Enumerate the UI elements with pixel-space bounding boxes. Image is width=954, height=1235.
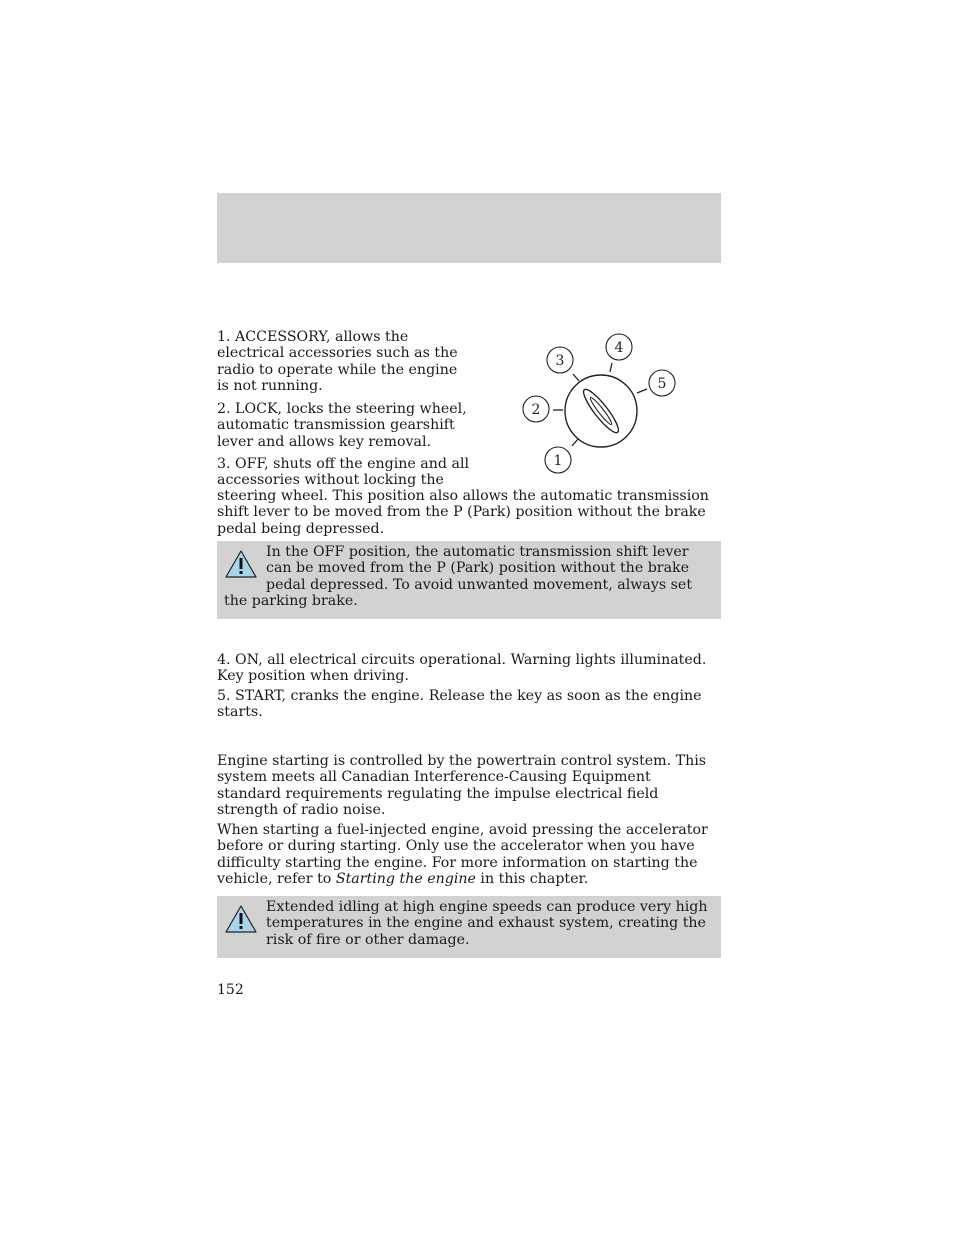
diagram-label-5: 5: [657, 376, 667, 392]
item-off-start: 3. OFF, shuts off the engine and all accessories without locking the: [217, 456, 470, 489]
body-para-2: [217, 822, 717, 887]
warning-box-off: [217, 541, 721, 619]
cross-reference-link: Starting the engine: [335, 870, 476, 887]
item-start: 5. START, cranks the engine. Release the key as soon as the engine starts.: [217, 688, 702, 721]
page-number: 152: [217, 982, 244, 998]
diagram-label-2: 2: [531, 402, 541, 418]
body-para-1: Engine starting is controlled by the powertrain control system. This system meets all Canadian Interference-Causing Equipment standard requirements regulating the impulse electrical field strength of radio noise.: [217, 753, 707, 818]
warning-triangle-icon: [224, 549, 258, 579]
item-on: 4. ON, all electrical circuits operational. Warning lights illuminated. Key position when driving.: [217, 652, 707, 685]
body-para-2-after: in this chapter.: [475, 870, 589, 887]
warning-triangle-icon: [224, 904, 258, 934]
body-para-2-before: When starting a fuel-injected engine, avoid pressing the accelerator before or during starting. Only use the accelerator when you have difficulty starting the engine. For more information on starting the vehicle, refer to: [217, 822, 708, 887]
diagram-label-4: 4: [614, 340, 624, 356]
diagram-label-1: 1: [553, 453, 563, 469]
warning-idle-text: Extended idling at high engine speeds can produce very high temperatures in the engine and exhaust system, creating the risk of fire or other damage.: [266, 899, 708, 948]
warning-off-text: In the OFF position, the automatic transmission shift lever can be moved from the P (Park) position without the brake pedal depressed. To avoid unwanted movement, always set the parking brake.: [224, 544, 693, 609]
ignition-switch-diagram: [515, 328, 685, 478]
item-accessory: 1. ACCESSORY, allows the electrical accessories such as the radio to operate while the engine is not running.: [217, 329, 458, 394]
diagram-label-3: 3: [555, 353, 565, 369]
item-lock: 2. LOCK, locks the steering wheel, automatic transmission gearshift lever and allows key removal.: [217, 401, 467, 450]
chapter-header-band: [217, 193, 721, 263]
warning-box-idle: [217, 896, 721, 958]
item-off-rest: steering wheel. This position also allows the automatic transmission shift lever to be moved from the P (Park) position without the brake pedal being depressed.: [217, 488, 709, 537]
